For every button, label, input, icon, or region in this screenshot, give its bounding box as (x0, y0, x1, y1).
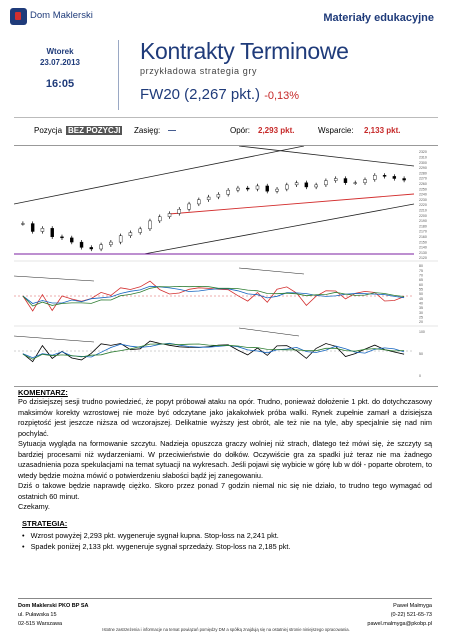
osc1-trendline (239, 268, 304, 274)
comment-paragraph: Czekamy. (18, 502, 50, 511)
logo-text: Dom Maklerski (30, 10, 93, 21)
osc2-trendline (14, 336, 94, 342)
logo-icon (10, 8, 27, 25)
footer-author: Paweł Małmyga (393, 603, 432, 609)
instrument-quote (140, 86, 299, 103)
time-label: 16:05 (45, 78, 75, 90)
price-candle (207, 197, 210, 200)
price-candle (373, 175, 376, 179)
y-tick-label: 2210 (419, 208, 427, 213)
upper-channel-line (14, 146, 304, 204)
osc2-tick-label: 100 (419, 330, 425, 335)
lower-channel-line (144, 204, 414, 254)
price-candle (295, 183, 298, 185)
range-label: Zasięg: (134, 126, 161, 135)
price-candle (354, 183, 357, 184)
price-candle (21, 224, 24, 225)
price-candle (246, 188, 249, 189)
y-tick-label: 2200 (419, 213, 427, 218)
price-candle (31, 224, 34, 232)
y-tick-label: 2220 (419, 203, 427, 208)
page-title: Kontrakty Terminowe (140, 38, 349, 64)
change-label: -0,13% (264, 90, 300, 102)
price-candle (51, 228, 54, 236)
strategy-item: • Wzrost powyżej 2,293 pkt. wygeneruje sygnał kupna. Stop-loss na 2,241 pkt. (22, 530, 422, 541)
osc1-tick-label: 20 (419, 320, 423, 325)
osc1-tick-label: 65 (419, 278, 423, 283)
price-candle (256, 186, 259, 189)
y-tick-label: 2230 (419, 197, 427, 202)
price-candle (178, 209, 181, 213)
price-candle (197, 200, 200, 204)
comment-title: KOMENTARZ: (18, 388, 68, 397)
y-tick-label: 2300 (419, 160, 427, 165)
comment-paragraph: Po dzisiejszej sesji trudno powiedzieć, że popyt próbował ataku na opór. Trudno, ponieważ dołożenie 1 pkt. do dotychczasowy maksimów korekty wzrostowej nie może być odczytane jako jakakolwiek próba walki. Rynek zupełnie zamarł a dzisiejsza rozpiętość jest jeszcze niższa od wczorajszej. Delikatnie wyższy jest obrót, ale też nie na tyle, aby specjalnie się nad nim pochylać. (18, 397, 432, 438)
instrument-label: FW20 (2,267 pkt.) (140, 86, 261, 103)
price-candle (285, 185, 288, 189)
osc1-tick-label: 50 (419, 292, 423, 297)
price-candle (383, 175, 386, 176)
osc1-tick-label: 40 (419, 301, 423, 306)
y-axis (419, 150, 427, 378)
price-candle (403, 179, 406, 181)
position-badge: BEZ POZYCJI (68, 126, 121, 135)
strategy-item: • Spadek poniżej 2,133 pkt. wygeneruje sygnał sprzedaży. Stop-loss na 2,185 pkt. (22, 541, 422, 552)
price-candle (148, 221, 151, 229)
price-candle (129, 233, 132, 236)
price-candle (158, 217, 161, 221)
price-candle (344, 179, 347, 183)
osc1-tick-label: 60 (419, 282, 423, 287)
y-tick-label: 2270 (419, 176, 427, 181)
divider (14, 117, 438, 118)
footer-divider (18, 598, 432, 599)
price-candle (70, 238, 73, 242)
price-candle (168, 213, 171, 216)
footer-left (18, 602, 89, 629)
price-candle (364, 180, 367, 183)
strategy-list (22, 530, 422, 552)
day-label: Wtorek (46, 47, 74, 56)
price-candle (324, 181, 327, 185)
footer-right (367, 602, 432, 629)
price-candle (100, 245, 103, 249)
resistance-value: 2,293 pkt. (258, 126, 295, 135)
price-candle (217, 194, 220, 197)
price-series (21, 173, 405, 251)
y-tick-label: 2150 (419, 240, 427, 245)
comment-paragraph: Sytuacja wygląda na formowanie szczytu. Nadzieja opuszcza graczy wolniej niż strach, dlatego też mówi się, że szczyty są bardziej procesami niż wydarzeniami. W przeciwieństwie do dołków. Oczywiście gra za spadki już teraz nie ma żadnego uzasadnienia poza spekulacjami na temat sytuacji na wykresach. Jeśli pojawi się wybicie w górę lub w dół - poparte obrotem, to wtedy będzie można mówić o potwierdzeniu słabości bądź jej zanegowaniu. (18, 439, 432, 480)
price-candle (227, 190, 230, 194)
osc1-tick-label: 55 (419, 287, 423, 292)
price-candle (119, 236, 122, 242)
y-tick-label: 2120 (419, 256, 427, 261)
osc1-tick-label: 25 (419, 315, 423, 320)
y-tick-label: 2310 (419, 155, 427, 160)
price-candle (109, 242, 112, 245)
price-candle (305, 183, 308, 187)
comment-body (18, 397, 432, 513)
osc1-tick-label: 75 (419, 268, 423, 273)
osc1-tick-label: 45 (419, 296, 423, 301)
footer-company: Dom Maklerski PKO BP SA (18, 603, 89, 609)
price-candle (139, 229, 142, 233)
osc1-tick-label: 80 (419, 264, 423, 269)
chart-svg (14, 146, 438, 386)
y-tick-label: 2190 (419, 219, 427, 224)
y-tick-label: 2240 (419, 192, 427, 197)
osc2-tick-label: 0 (419, 374, 421, 379)
y-tick-label: 2290 (419, 166, 427, 171)
date-label: 23.07.2013 (39, 58, 81, 67)
price-candle (60, 237, 63, 238)
descending-line (239, 146, 414, 166)
price-candle (236, 188, 239, 190)
footer-phone: (0-22) 521-65-73 (390, 612, 432, 618)
osc2-trendline (239, 328, 299, 336)
footer-city: 02-515 Warszawa (18, 621, 63, 627)
y-tick-label: 2320 (419, 150, 427, 155)
support-value: 2,133 pkt. (364, 126, 401, 135)
price-candle (315, 185, 318, 187)
y-tick-label: 2170 (419, 229, 427, 234)
osc1-tick-label: 35 (419, 306, 423, 311)
price-candle (334, 179, 337, 181)
y-tick-label: 2160 (419, 235, 427, 239)
y-tick-label: 2280 (419, 171, 427, 176)
y-tick-label: 2130 (419, 250, 427, 255)
page-subtitle: przykładowa strategia gry (140, 66, 258, 76)
footer-disclaimer: Istotne zastrzeżenia i informacje na temat powiązań pomiędzy DM a spółką znajdują się na ostatniej stronie niniejszego opracowania. (102, 627, 350, 632)
comment-paragraph: Dziś o takowe będzie naprawdę ciężko. Skoro przez ponad 7 godzin niemal nic się nie działo, to trudno tego wymagać od ostatnich 60 minut. (18, 481, 432, 501)
position-label: Pozycja (34, 126, 63, 135)
y-tick-label: 2260 (419, 182, 427, 186)
osc1-tick-label: 30 (419, 310, 423, 315)
price-candle (188, 204, 191, 209)
price-candle (266, 186, 269, 191)
resistance-label: Opór: (230, 126, 251, 135)
support-label: Wsparcie: (318, 126, 354, 135)
osc1-tick-label: 70 (419, 273, 423, 278)
y-tick-label: 2250 (419, 187, 427, 192)
range-value: — (168, 126, 176, 135)
price-candle (41, 228, 44, 231)
section-label: Materiały edukacyjne (323, 12, 434, 24)
y-tick-label: 2140 (419, 245, 427, 250)
osc2-tick-label: 50 (419, 352, 423, 357)
price-candle (90, 247, 93, 249)
strategy-title: STRATEGIA: (22, 519, 68, 528)
header-divider (118, 40, 119, 110)
footer-email[interactable]: pawel.malmyga@pkobp.pl (367, 621, 432, 627)
price-chart (14, 145, 438, 387)
price-candle (276, 189, 279, 191)
footer-street: ul. Puławska 15 (18, 612, 57, 618)
oscillators (23, 281, 404, 362)
y-tick-label: 2180 (419, 224, 427, 229)
osc2-black-line (23, 341, 404, 362)
price-candle (393, 176, 396, 178)
price-candle (80, 242, 83, 247)
osc1-trendline (14, 276, 94, 281)
date-block (0, 46, 120, 68)
